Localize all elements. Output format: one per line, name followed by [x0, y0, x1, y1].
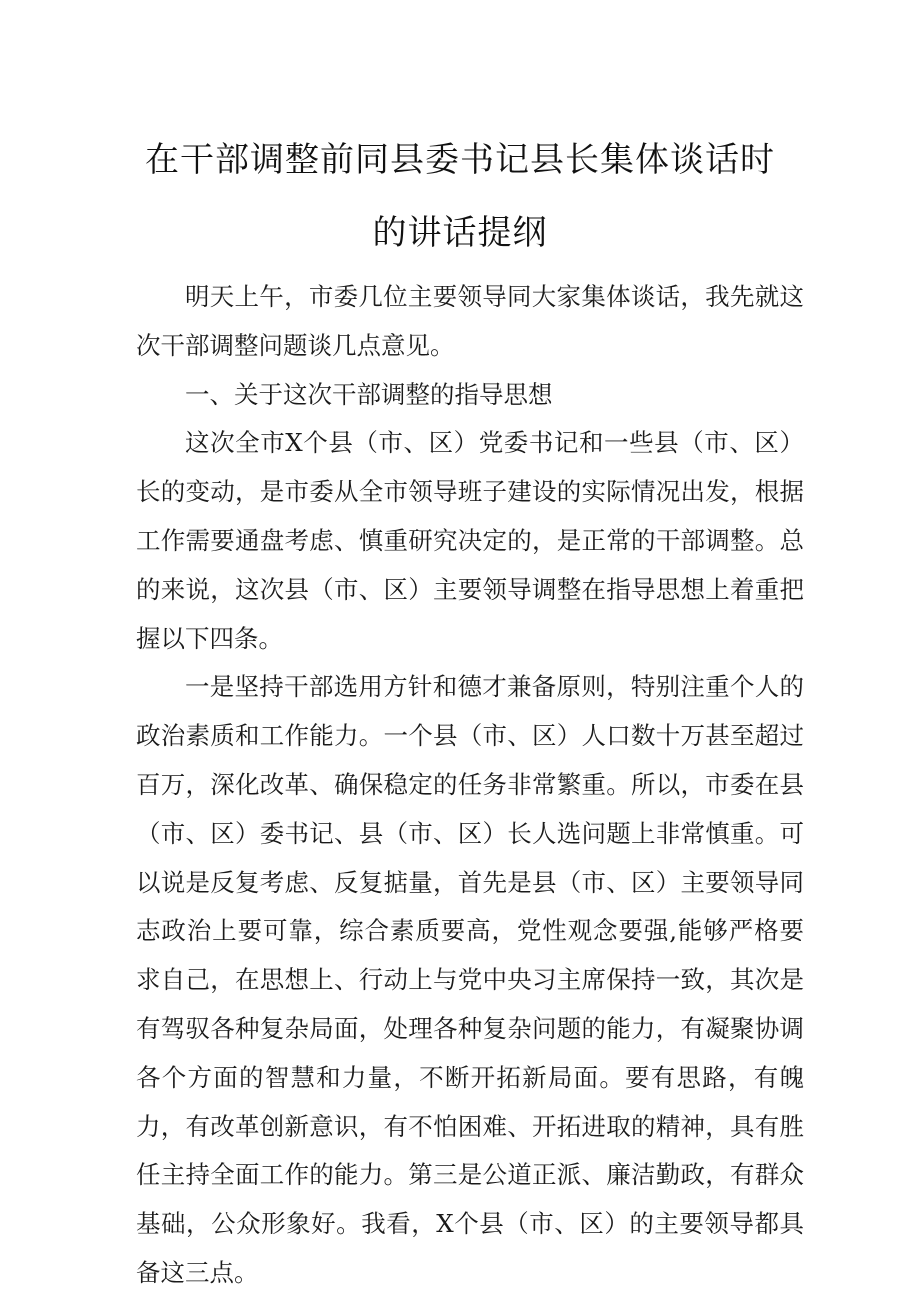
document-body [136, 273, 804, 1298]
paragraph-guiding-thought: 这次全市X个县（市、区）党委书记和一些县（市、区）长的变动，是市委从全市领导班子建设的实际情况出发，根据工作需要通盘考虑、慎重研究决定的，是正常的干部调整。总的来说，这次县（市、区）主要领导调整在指导思想上着重把握以下四条。 [136, 428, 804, 653]
paragraph-intro: 明天上午，市委几位主要领导同大家集体谈话，我先就这次干部调整问题谈几点意见。 [136, 282, 804, 360]
paragraph-point-one: 一是坚持干部选用方针和德才兼备原则，特别注重个人的政治素质和工作能力。一个县（市、区）人口数十万甚至超过百万，深化改革、确保稳定的任务非常繁重。所以，市委在县（市、区）委书记、县（市、区）长人选问题上非常慎重。可以说是反复考虑、反复掂量，首先是县（市、区）主要领导同志政治上要可靠，综合素质要高，党性观念要强,能够严格要求自己，在思想上、行动上与党中央习主席保持一致，其次是有驾驭各种复杂局面，处理各种复杂问题的能力，有凝聚协调各个方面的智慧和力量，不断开拓新局面。要有思路，有魄力，有改革创新意识，有不怕困难、开拓进取的精神，具有胜任主持全面工作的能力。第三是公道正派、廉洁勤政，有群众基础，公众形象好。我看，X个县（市、区）的主要领导都具备这三点。 [136, 672, 804, 1287]
document-title-line-2: 的讲话提纲 [372, 213, 548, 253]
document-title-line-1: 在干部调整前同县委书记县长集体谈话时 [145, 140, 775, 180]
section-heading-1: 一、关于这次干部调整的指导思想 [185, 379, 553, 409]
